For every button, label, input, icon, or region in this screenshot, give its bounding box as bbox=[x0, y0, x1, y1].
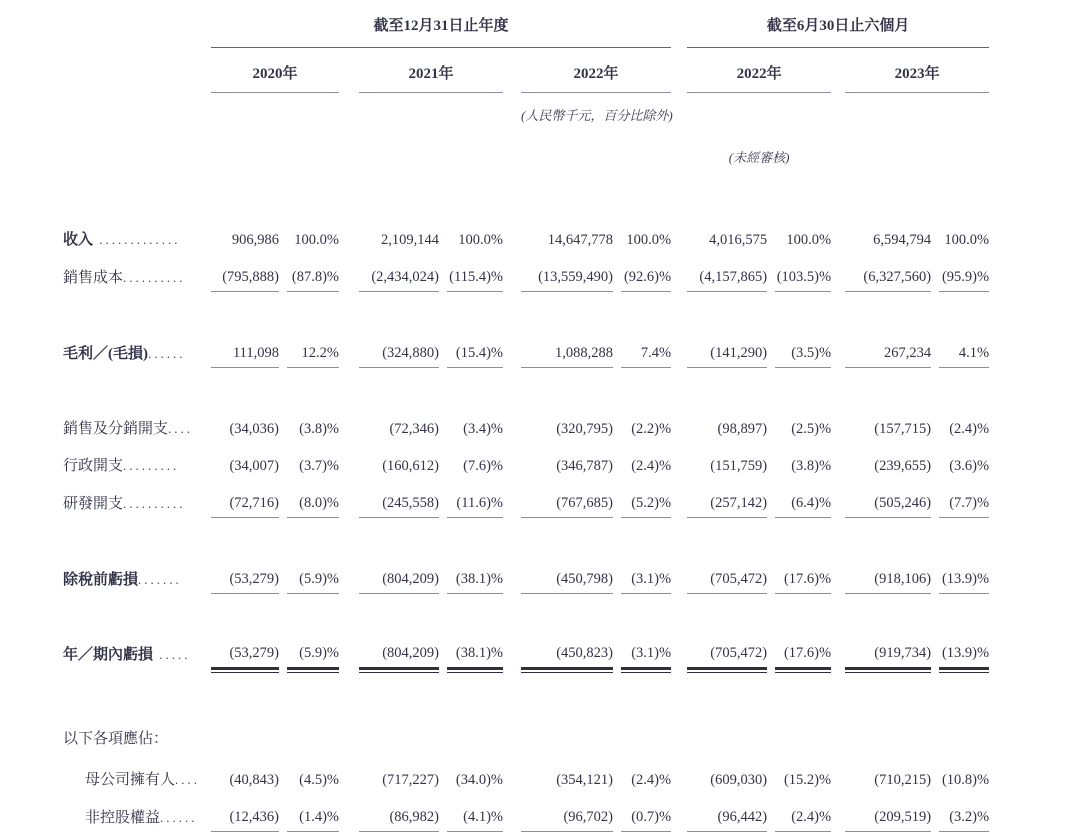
amount-cell: (919,734) bbox=[845, 630, 931, 669]
percent-cell: (11.6)% bbox=[447, 480, 503, 518]
table-row-revenue bbox=[63, 217, 989, 254]
amount-cell: (609,030) bbox=[710, 772, 768, 788]
percent-cell: (4.1)% bbox=[447, 794, 503, 832]
year-label-2022-interim: 2022年 bbox=[687, 48, 831, 93]
amount-cell: (257,142) bbox=[687, 480, 767, 518]
row-label: 行政開支......... bbox=[63, 458, 180, 474]
percent-cell: (17.6)% bbox=[775, 556, 831, 594]
table-row-non-controlling-interests bbox=[63, 794, 989, 832]
amount-cell: (346,787) bbox=[556, 458, 613, 474]
amount-cell: (151,759) bbox=[710, 458, 768, 474]
percent-cell: (3.1)% bbox=[621, 556, 671, 594]
year-label-2023-interim: 2023年 bbox=[845, 48, 989, 93]
amount-cell: (320,795) bbox=[556, 421, 613, 437]
period-header-row bbox=[63, 8, 989, 48]
row-label: 銷售成本.......... bbox=[63, 269, 186, 286]
percent-cell: (3.6)% bbox=[949, 458, 990, 474]
leader-dots: .......... bbox=[123, 269, 186, 285]
percent-cell: (1.4)% bbox=[287, 794, 339, 832]
percent-cell: (2.5)% bbox=[791, 421, 832, 437]
leader-dots: ..... bbox=[153, 646, 191, 662]
amount-cell: (34,007) bbox=[229, 458, 279, 474]
amount-cell: (209,519) bbox=[845, 794, 931, 832]
unaudited-note-row bbox=[63, 135, 989, 177]
row-label: 收入 ............. bbox=[63, 232, 181, 248]
amount-cell: 2,109,144 bbox=[381, 232, 439, 248]
amount-cell: 1,088,288 bbox=[521, 330, 613, 368]
amount-cell: (96,442) bbox=[687, 794, 767, 832]
amount-cell: (40,843) bbox=[229, 772, 279, 788]
amount-cell: (157,715) bbox=[874, 421, 932, 437]
table-row-owners-of-parent bbox=[63, 753, 989, 794]
amount-cell: (705,472) bbox=[687, 630, 767, 669]
units-note-row bbox=[63, 93, 989, 136]
percent-cell: (2.4)% bbox=[631, 458, 672, 474]
amount-cell: (354,121) bbox=[556, 772, 613, 788]
percent-cell: 100.0% bbox=[458, 232, 503, 248]
percent-cell: (7.6)% bbox=[463, 458, 503, 474]
amount-cell: (505,246) bbox=[845, 480, 931, 518]
amount-cell: (2,434,024) bbox=[359, 254, 439, 292]
percent-cell: (87.8)% bbox=[287, 254, 339, 292]
row-label: 以下各項應佔： bbox=[63, 731, 169, 747]
percent-cell: (3.8)% bbox=[791, 458, 832, 474]
year-label-2022: 2022年 bbox=[521, 48, 671, 93]
leader-dots: .......... bbox=[123, 495, 186, 511]
amount-cell: (804,209) bbox=[359, 630, 439, 669]
period-header-interim: 截至6月30日止六個月 bbox=[687, 8, 989, 48]
percent-cell: (17.6)% bbox=[775, 630, 831, 669]
percent-cell: 100.0% bbox=[786, 232, 832, 248]
amount-cell: (804,209) bbox=[359, 556, 439, 594]
amount-cell: (6,327,560) bbox=[845, 254, 931, 292]
table-row-loss-for-period bbox=[63, 630, 989, 669]
table-row-cost-of-sales bbox=[63, 254, 989, 292]
leader-dots: ...... bbox=[148, 345, 186, 361]
amount-cell: (34,036) bbox=[229, 421, 279, 437]
percent-cell: (38.1)% bbox=[447, 630, 503, 669]
amount-cell: 906,986 bbox=[231, 232, 279, 248]
table-row-gross-profit bbox=[63, 330, 989, 368]
row-label: 年／期內虧損 ..... bbox=[63, 646, 191, 663]
leader-dots: .... bbox=[168, 421, 194, 436]
row-label: 毛利／(毛損)...... bbox=[63, 345, 186, 362]
percent-cell: (15.2)% bbox=[783, 772, 832, 788]
percent-cell: (0.7)% bbox=[621, 794, 671, 832]
row-label: 母公司擁有人.... bbox=[85, 772, 201, 788]
percent-cell: (3.4)% bbox=[463, 421, 503, 437]
amount-cell: 111,098 bbox=[211, 330, 279, 368]
percent-cell: (13.9)% bbox=[939, 556, 989, 594]
row-label: 研發開支.......... bbox=[63, 495, 186, 512]
amount-cell: (160,612) bbox=[382, 458, 439, 474]
percent-cell: (2.4)% bbox=[775, 794, 831, 832]
row-label: 非控股權益...... bbox=[85, 809, 198, 826]
units-note: (人民幣千元，百分比除外) bbox=[521, 108, 673, 123]
percent-cell: (92.6)% bbox=[621, 254, 671, 292]
row-label: 銷售及分銷開支.... bbox=[63, 421, 194, 437]
leader-dots: ...... bbox=[160, 809, 198, 825]
amount-cell: (767,685) bbox=[521, 480, 613, 518]
leader-dots: .... bbox=[175, 772, 201, 787]
percent-cell: (10.8)% bbox=[941, 772, 990, 788]
amount-cell: (72,716) bbox=[211, 480, 279, 518]
percent-cell: 4.1% bbox=[939, 330, 989, 368]
percent-cell: (4.5)% bbox=[299, 772, 339, 788]
amount-cell: (86,982) bbox=[359, 794, 439, 832]
year-label-2021: 2021年 bbox=[359, 48, 503, 93]
amount-cell: (13,559,490) bbox=[521, 254, 613, 292]
amount-cell: (705,472) bbox=[687, 556, 767, 594]
amount-cell: (918,106) bbox=[845, 556, 931, 594]
amount-cell: (450,823) bbox=[521, 630, 613, 669]
amount-cell: (245,558) bbox=[359, 480, 439, 518]
table-row-selling-expenses bbox=[63, 406, 989, 443]
amount-cell: (795,888) bbox=[211, 254, 279, 292]
period-header-annual: 截至12月31日止年度 bbox=[211, 8, 671, 48]
percent-cell: 100.0% bbox=[626, 232, 672, 248]
amount-cell: (98,897) bbox=[717, 421, 768, 437]
amount-cell: 6,594,794 bbox=[873, 232, 932, 248]
percent-cell: (2.2)% bbox=[631, 421, 672, 437]
amount-cell: 267,234 bbox=[845, 330, 931, 368]
percent-cell: (2.4)% bbox=[631, 772, 672, 788]
percent-cell: 100.0% bbox=[944, 232, 990, 248]
percent-cell: 12.2% bbox=[287, 330, 339, 368]
table-row-loss-before-tax bbox=[63, 556, 989, 594]
percent-cell: (5.2)% bbox=[621, 480, 671, 518]
percent-cell: (7.7)% bbox=[939, 480, 989, 518]
amount-cell: (450,798) bbox=[521, 556, 613, 594]
table-row-attributable-heading bbox=[63, 716, 989, 753]
amount-cell: (96,702) bbox=[521, 794, 613, 832]
amount-cell: (710,215) bbox=[874, 772, 932, 788]
percent-cell: (3.1)% bbox=[621, 630, 671, 669]
amount-cell: (324,880) bbox=[359, 330, 439, 368]
percent-cell: (15.4)% bbox=[447, 330, 503, 368]
table-row-rd-expenses bbox=[63, 480, 989, 518]
leader-dots: ......... bbox=[123, 458, 180, 473]
amount-cell: (53,279) bbox=[211, 556, 279, 594]
percent-cell: (6.4)% bbox=[775, 480, 831, 518]
percent-cell: (38.1)% bbox=[447, 556, 503, 594]
percent-cell: (5.9)% bbox=[287, 556, 339, 594]
year-label-2020: 2020年 bbox=[211, 48, 339, 93]
leader-dots: ....... bbox=[138, 571, 182, 587]
amount-cell: 14,647,778 bbox=[547, 232, 613, 248]
percent-cell: (34.0)% bbox=[455, 772, 503, 788]
year-header-row bbox=[63, 48, 989, 93]
unaudited-note: (未經審核) bbox=[728, 150, 790, 165]
percent-cell: (2.4)% bbox=[949, 421, 990, 437]
amount-cell: (53,279) bbox=[211, 630, 279, 669]
percent-cell: (103.5)% bbox=[775, 254, 831, 292]
percent-cell: (115.4)% bbox=[447, 254, 503, 292]
percent-cell: 7.4% bbox=[621, 330, 671, 368]
percent-cell: (3.5)% bbox=[775, 330, 831, 368]
financial-table bbox=[63, 8, 989, 832]
amount-cell: (72,346) bbox=[389, 421, 439, 437]
amount-cell: (4,157,865) bbox=[687, 254, 767, 292]
amount-cell: (12,436) bbox=[211, 794, 279, 832]
percent-cell: (95.9)% bbox=[939, 254, 989, 292]
amount-cell: (717,227) bbox=[382, 772, 439, 788]
percent-cell: (3.7)% bbox=[299, 458, 339, 474]
leader-dots: ............. bbox=[93, 232, 181, 247]
percent-cell: 100.0% bbox=[294, 232, 339, 248]
percent-cell: (3.8)% bbox=[299, 421, 339, 437]
table-row-admin-expenses bbox=[63, 443, 989, 480]
percent-cell: (8.0)% bbox=[287, 480, 339, 518]
amount-cell: (141,290) bbox=[687, 330, 767, 368]
percent-cell: (5.9)% bbox=[287, 630, 339, 669]
percent-cell: (13.9)% bbox=[939, 630, 989, 669]
amount-cell: (239,655) bbox=[874, 458, 932, 474]
percent-cell: (3.2)% bbox=[939, 794, 989, 832]
row-label: 除稅前虧損....... bbox=[63, 571, 182, 588]
amount-cell: 4,016,575 bbox=[709, 232, 768, 248]
